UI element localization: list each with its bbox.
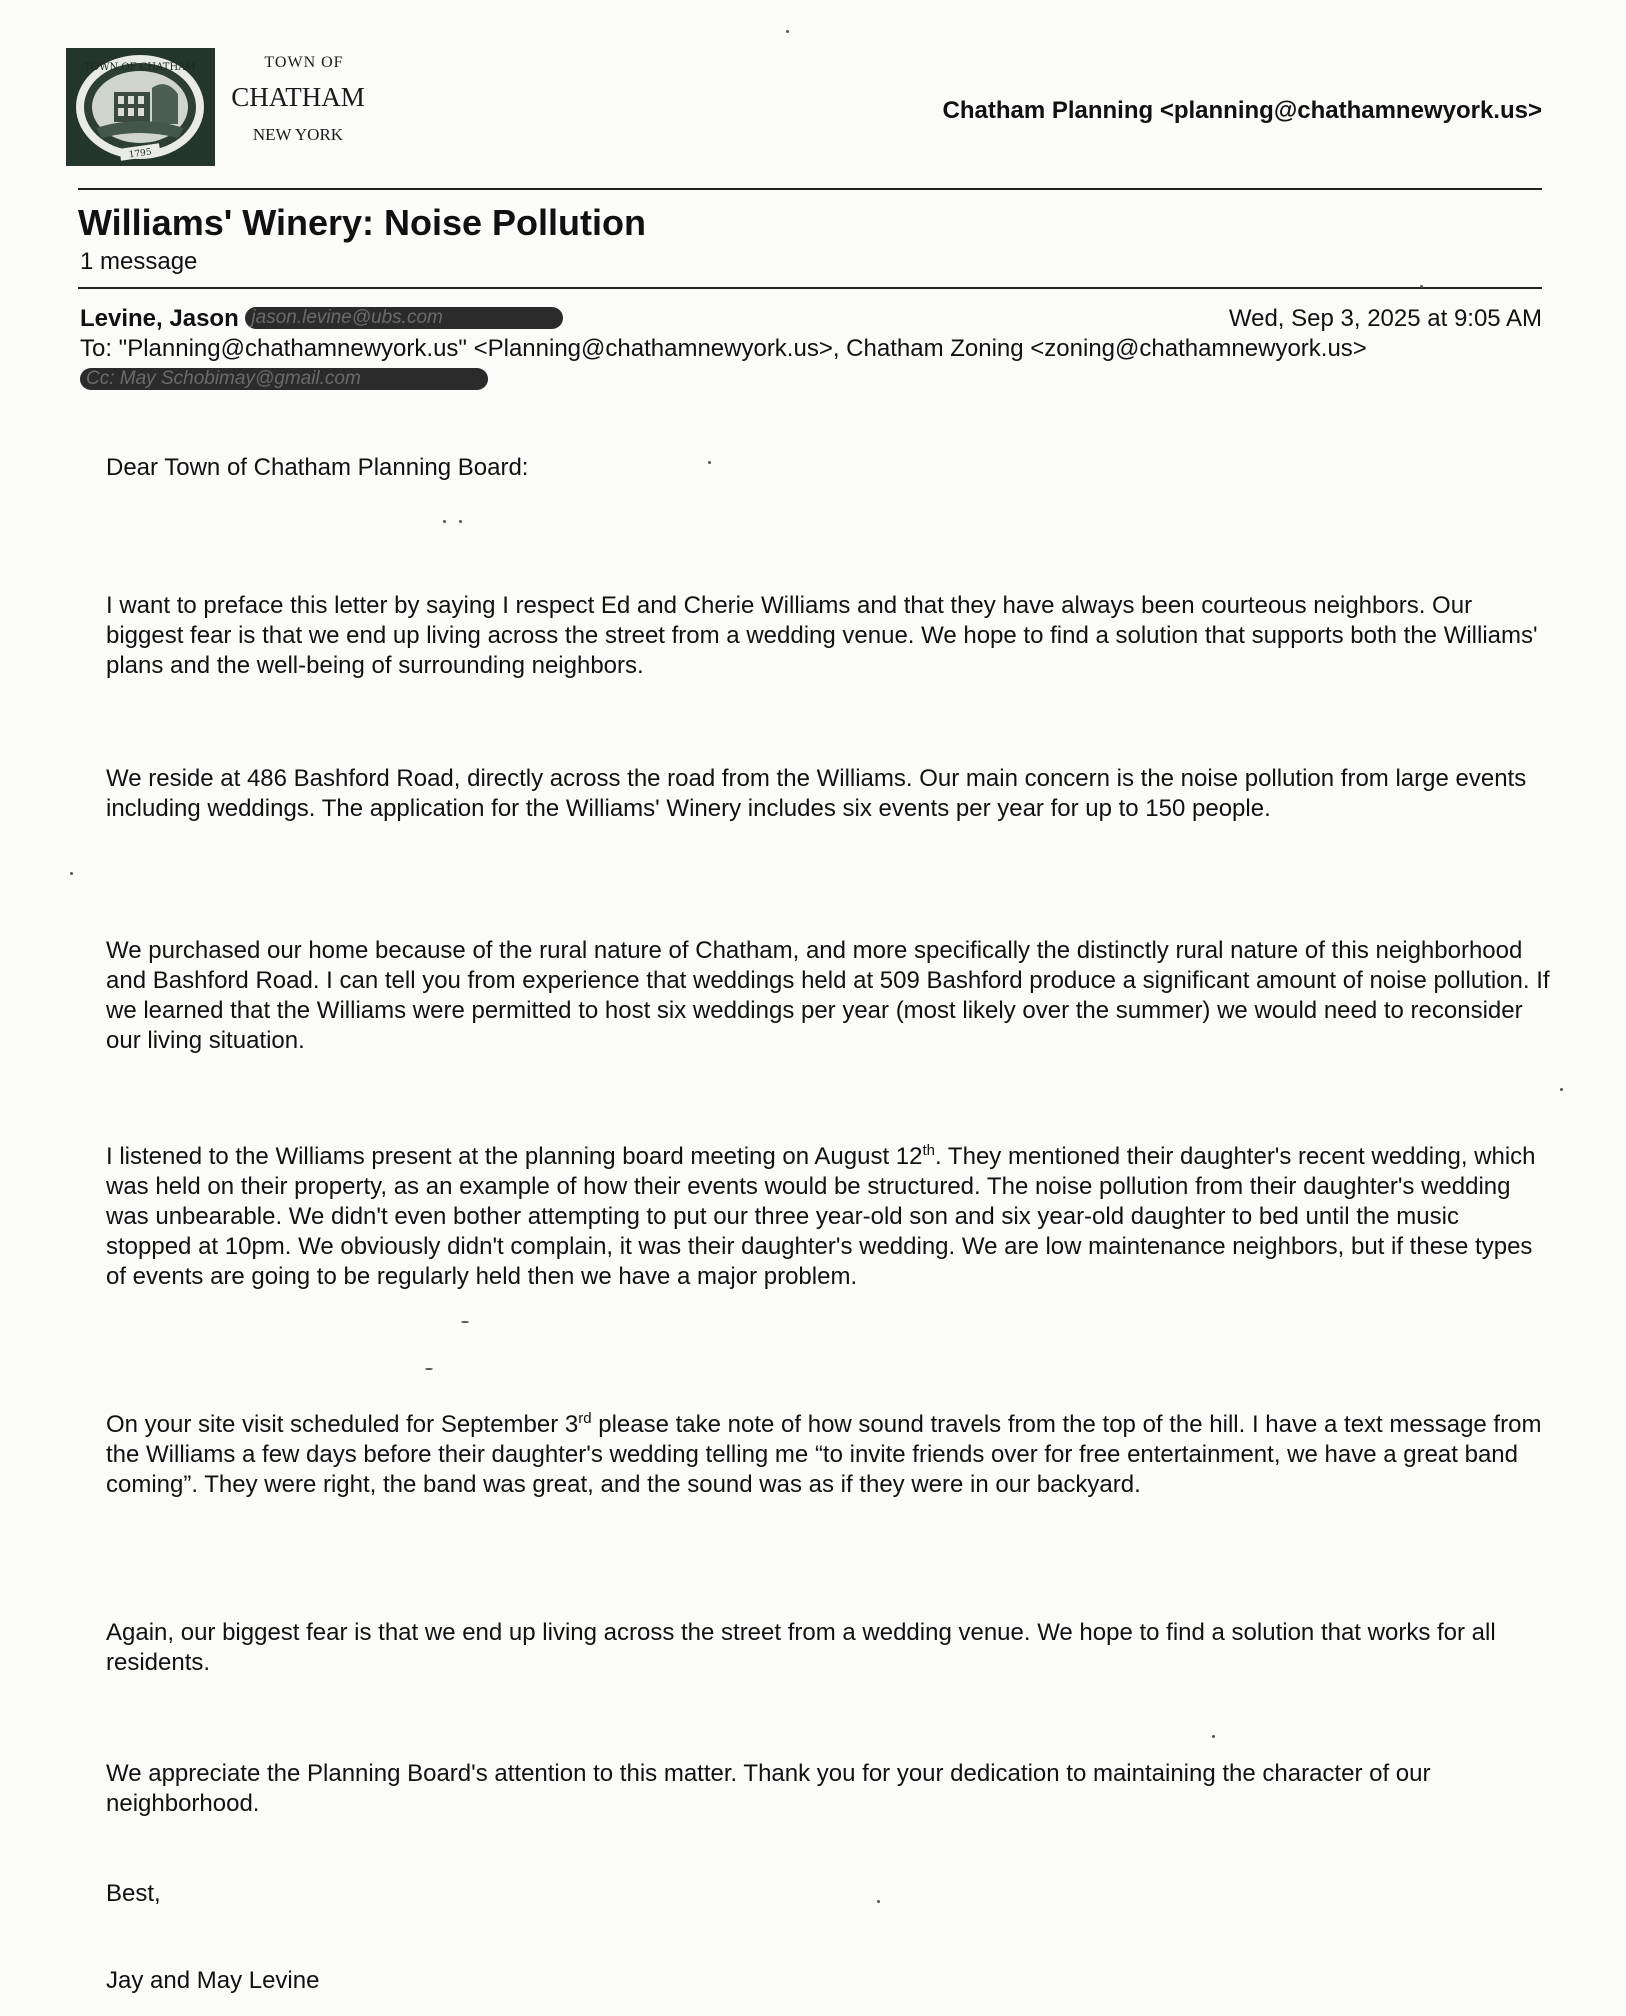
closing: Best,: [106, 1880, 161, 1907]
scan-speck: [1212, 1735, 1215, 1738]
paragraph-6: Again, our biggest fear is that we end up living across the street from a wedding venue. We hope to find a solution that works for all residents.: [106, 1619, 1496, 1676]
subject-divider: [78, 287, 1542, 289]
paragraph-2: We reside at 486 Bashford Road, directly across the road from the Williams. Our main concern is the noise pollution from large events including weddings. The application for the Williams' Winery includes six events per year for up to 150 people.: [106, 765, 1527, 822]
scan-speck: [786, 30, 789, 33]
sender-line: [80, 305, 1542, 335]
town-name: CHATHAM: [231, 82, 365, 112]
scan-speck: [459, 520, 462, 523]
scan-speck: [1420, 285, 1423, 288]
cc-line: [80, 366, 488, 394]
header-divider: [78, 188, 1542, 190]
signature: Jay and May Levine: [106, 1967, 320, 1994]
state-name: NEW YORK: [252, 125, 344, 144]
email-date: Wed, Sep 3, 2025 at 9:05 AM: [1228, 305, 1542, 332]
scan-speck: [425, 1368, 433, 1370]
redacted-cc: Cc: May Schobimay@gmail.com: [80, 368, 488, 390]
town-seal-logo: [66, 48, 215, 166]
scan-speck: [461, 1321, 469, 1323]
paragraph-3: We purchased our home because of the rural nature of Chatham, and more specifically the distinctly rural nature of this neighborhood and Bashford Road. I can tell you from experience that weddings held at 509 Bashford produce a significant amount of noise pollution. If we learned that the Williams were permitted to host six weddings per year (most likely over the summer) we would need to reconsider our living situation.: [106, 937, 1550, 1054]
town-name-block: [228, 54, 368, 145]
scan-speck: [1560, 1088, 1563, 1091]
town-of-label: TOWN OF: [264, 54, 344, 71]
greeting: Dear Town of Chatham Planning Board:: [106, 454, 529, 481]
message-count: 1 message: [80, 248, 198, 275]
scan-speck: [70, 872, 73, 875]
paragraph-5: On your site visit scheduled for September 3rd please take note of how sound travels from the top of the hill. I have a text message from the Williams a few days before their daughter's wedding telling me “to invite friends over for free entertainment, we have a great band coming”. They were right, the band was great, and the sound was as if they were in our backyard.: [106, 1410, 1542, 1498]
paragraph-4: I listened to the Williams present at the planning board meeting on August 12th. They mentioned their daughter's recent wedding, which was held on their property, as an example of how their events would be structured. The noise pollution from their daughter's wedding was unbearable. We didn't even bother attempting to put our three year-old son and six year-old daughter to bed until the music stopped at 10pm. We obviously didn't complain, it was their daughter's wedding. We are low maintenance neighbors, but if these types of events are going to be regularly held then we have a major problem.: [106, 1142, 1536, 1290]
scan-speck: [708, 461, 711, 464]
seal-text: TOWN OF CHATHAM: [84, 62, 196, 73]
recipients-line: To: "Planning@chathamnewyork.us" <Planning@chathamnewyork.us>, Chatham Zoning <zoning@chathamnewyork.us>: [80, 335, 1367, 362]
paragraph-1: I want to preface this letter by saying I respect Ed and Cherie Williams and that they have always been courteous neighbors. Our biggest fear is that we end up living across the street from a wedding venue. We hope to find a solution that supports both the Williams' plans and the well-being of surrounding neighbors.: [106, 592, 1538, 679]
email-subject: Williams' Winery: Noise Pollution: [78, 202, 646, 243]
paragraph-7: We appreciate the Planning Board's attention to this matter. Thank you for your dedication to maintaining the character of our neighborhood.: [106, 1760, 1431, 1817]
sender-name: Levine, Jason: [80, 305, 239, 332]
scan-speck: [877, 1900, 880, 1903]
scan-speck: [443, 520, 446, 523]
redacted-sender-email: jason.levine@ubs.com: [245, 307, 563, 329]
mail-account: Chatham Planning <planning@chathamnewyork.us>: [942, 97, 1542, 124]
seal-year: 1795: [128, 147, 153, 161]
